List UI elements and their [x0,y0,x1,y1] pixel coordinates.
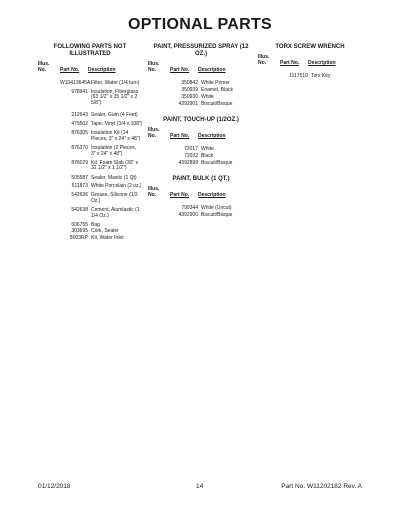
illus-header: Illus. No. [148,185,160,198]
table-row [148,95,254,101]
part-number: 350842 [181,80,198,86]
page-title: OPTIONAL PARTS [127,16,273,33]
table-row [38,236,142,242]
description-line: Biscuit/Bisque [201,101,233,108]
description-line: Kit, Foam Slab (30" x [91,159,139,166]
part-description [201,147,253,153]
part-number: 876029 [71,159,88,166]
table-row [258,74,362,80]
description-line: Cork, Sealer [91,228,119,235]
part-description [91,113,143,119]
description-line: Sealer, Mastic (1 Qt) [91,174,137,181]
description-line: Enamel, Black [201,87,233,94]
part-no-header: Part No. [170,132,190,139]
part-description [91,122,143,128]
part-description [201,206,253,212]
part-description [201,213,253,219]
section-heading: TORX SCREW WRENCH [275,44,345,50]
part-number: 799344 [181,204,198,211]
column-headers [148,127,254,141]
description-line: Pieces, 3" x 24" x 48") [91,135,141,142]
description-line: White (Uncut) [201,204,232,211]
description-header: Description [88,67,116,73]
part-description [91,146,143,157]
description-line: Grease, Silicone (1/2 [91,192,138,199]
description-header: Description [198,191,226,198]
section-heading-touchup: PAINT, TOUCH-UP (1/2OZ.) [163,116,239,123]
part-number: 876370 [71,145,88,152]
description-line: White [201,145,214,152]
table-row [38,223,142,229]
description-line: Insulation, Fiberglass [91,88,139,95]
description-line: Biscuit/Bisque [201,211,233,218]
table-row [148,161,254,167]
part-number: 4392899 [178,160,198,167]
part-description [201,95,253,101]
section-heading: FOLLOWING PARTS NOT ILLUSTRATED [53,44,127,57]
part-number: 72032 [184,152,198,159]
table-row [38,122,142,128]
table-row [38,90,142,107]
description-line: White [201,94,214,101]
part-description [91,90,143,107]
table-row [148,154,254,160]
description-line: Bag [91,221,100,228]
part-description [91,161,143,172]
part-description [91,193,143,204]
description-line: White Primer [201,80,230,86]
section-heading-bulk: PAINT, BULK (1 QT.) [172,175,230,182]
part-number: 1117510 [289,73,308,79]
illus-header: Illus. No. [38,61,50,73]
part-description [91,229,143,235]
section-heading: PAINT, PRESSURIZED SPRAY (12 OZ.) [153,44,249,57]
part-description [91,131,143,142]
column-headers [38,61,142,75]
table-row [38,176,142,182]
part-number: 303695 [71,228,88,235]
table-row [148,81,254,87]
table-row [148,147,254,153]
description-line: 32 1/2" x 1 1/2") [91,165,127,172]
description-header: Description [198,67,226,73]
illus-header: Illus. No. [148,61,160,73]
part-number: 8003RP [69,235,88,242]
part-description [91,208,143,219]
part-number: 511873 [71,183,88,190]
part-number: 212643 [71,111,88,118]
table-row [148,206,254,212]
part-no-header: Part No. [170,191,190,198]
part-number: 72017 [184,145,198,152]
part-number: 4392901 [178,101,198,108]
part-description [91,184,143,190]
description-line: 5/8") [91,99,102,106]
column-headers [258,54,362,68]
description-header: Description [198,132,226,139]
part-description [91,236,143,242]
table-row [148,102,254,108]
footer-date: 01/12/2018 [38,483,71,490]
table-row [38,184,142,190]
illus-header: Illus. No. [258,54,270,66]
part-description [201,102,253,108]
table-row [38,131,142,142]
part-number: 542636 [71,192,88,199]
part-description [91,223,143,229]
description-header: Description [308,60,336,66]
part-number: 542638 [71,207,88,214]
part-no-header: Part No. [280,60,300,66]
table-row [38,146,142,157]
description-line: Insulation (2 Pieces, [91,145,137,152]
table-row [38,208,142,219]
part-number: 505587 [71,174,88,181]
description-line: Oz.) [91,197,101,204]
column-headers [148,61,254,75]
description-line: Black [201,152,214,159]
part-number: 350930 [181,94,198,101]
description-line: White Porcelain (2 oz.) [91,183,142,190]
part-description [311,74,363,80]
section-torx [258,44,362,80]
description-line: Tape, Vinyl (3/4 x 108") [91,121,143,128]
part-number: 606755 [71,221,88,228]
part-description [201,161,253,167]
part-no-header: Part No. [170,67,190,73]
part-number: 479502 [71,121,88,128]
part-no-header: Part No. [60,67,80,73]
description-line: Kit, Water Inlet [91,235,124,242]
description-line: Filter, Water (1/4 turn) [91,80,140,86]
part-description [91,81,143,87]
table-row [148,213,254,219]
table-row [148,88,254,94]
table-row [38,193,142,204]
part-description [201,88,253,94]
part-number: W10413645A [60,80,91,86]
part-number: 4392900 [178,211,198,218]
footer-part-number: Part No. W11202182 Rev. A [281,483,362,490]
section-paint [148,44,254,218]
table-row [38,229,142,235]
table-row [38,81,142,87]
table-row [38,113,142,119]
description-line: Torx Key [311,73,331,79]
description-line: (63 1/2" x 35 1/2" x 2 [91,94,138,101]
description-line: 1/4 Oz.) [91,213,109,220]
part-number: 876305 [71,129,88,136]
table-row [38,161,142,172]
part-description [91,176,143,182]
part-number: 978941 [71,88,88,95]
description-line: 3" x 24" x 48") [91,150,123,157]
part-description [201,81,253,87]
description-line: Insulation Kit (14 [91,129,129,136]
column-headers [148,186,254,200]
part-number: 350939 [181,87,198,94]
illus-header: Illus. No. [148,126,160,139]
footer-page-number: 14 [196,483,204,490]
section-following-parts [38,44,142,242]
description-line: Sealer, Gum (4 Feet) [91,111,138,118]
description-line: Biscuit/Bisque [201,160,233,167]
description-line: Cement, Alumlastic (1 [91,207,140,214]
part-description [201,154,253,160]
